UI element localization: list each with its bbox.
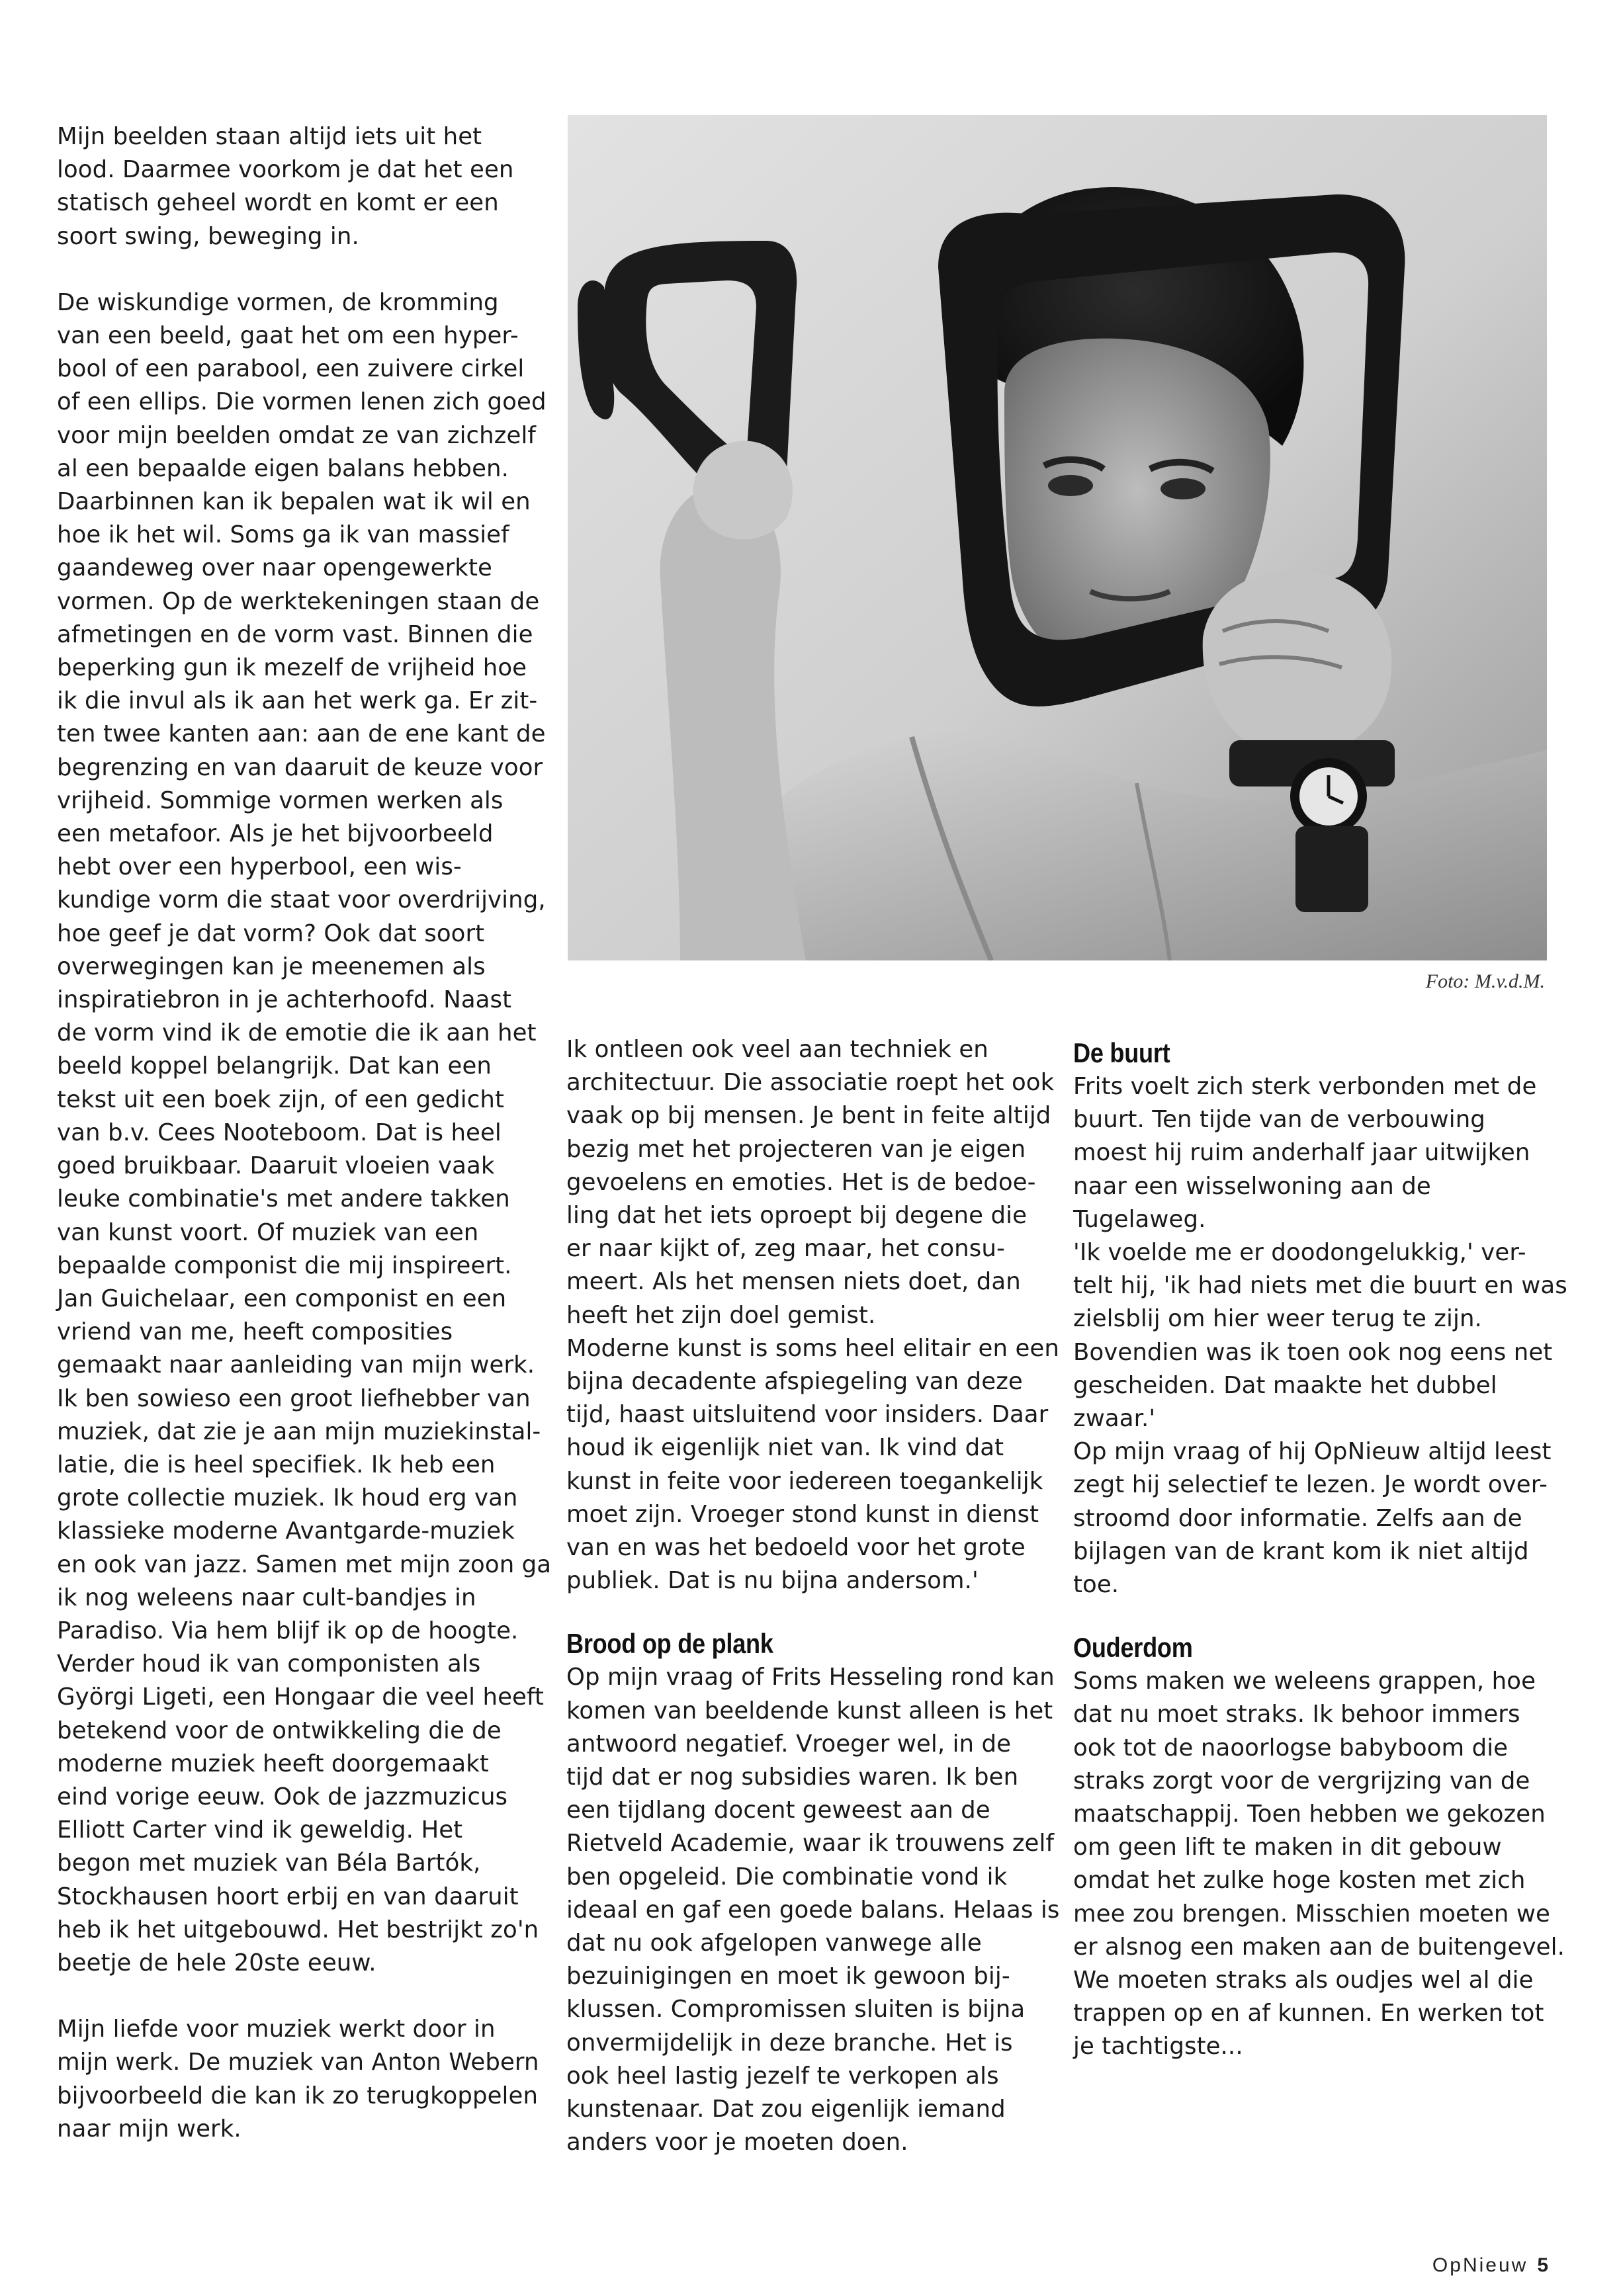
text-line: tekst uit een boek zijn, of een gedicht xyxy=(57,1085,504,1113)
text-line: moderne muziek heeft doorgemaakt xyxy=(57,1750,489,1777)
text-line: eind vorige eeuw. Ook de jazzmuzicus xyxy=(57,1783,508,1810)
text-line: antwoord negatief. Vroeger wel, in de xyxy=(566,1730,1012,1758)
paragraph-intro xyxy=(57,120,551,253)
text-line: meert. Als het mensen niets doet, dan xyxy=(566,1268,1021,1296)
text-line: Moderne kunst is soms heel elitair en een xyxy=(566,1334,1059,1362)
text-line: vaak op bij mensen. Je bent in feite altijd xyxy=(566,1102,1051,1130)
text-line: al een bepaalde eigen balans hebben. xyxy=(57,454,509,482)
text-line: gevoelens en emoties. Het is de bedoe- xyxy=(566,1168,1036,1196)
text-line: maatschappij. Toen hebben we gekozen xyxy=(1073,1801,1546,1828)
text-line: anders voor je moeten doen. xyxy=(566,2129,908,2156)
text-line: Mijn beelden staan altijd iets uit het xyxy=(57,123,482,150)
text-line: tijd, haast uitsluitend voor insiders. Daar xyxy=(566,1401,1049,1429)
text-line: Daarbinnen kan ik bepalen wat ik wil en xyxy=(57,488,531,516)
text-line: Ik ben sowieso een groot liefhebber van xyxy=(57,1384,531,1412)
text-line: naar een wisselwoning aan de xyxy=(1073,1172,1431,1200)
artist-portrait-photo xyxy=(568,115,1547,960)
text-line: Rietveld Academie, waar ik trouwens zelf xyxy=(566,1830,1055,1857)
text-line: trappen op en af kunnen. En werken tot xyxy=(1073,2000,1544,2027)
text-line: zegt hij selectief te lezen. Je wordt over- xyxy=(1073,1471,1548,1499)
text-line: Mijn liefde voor muziek werkt door in xyxy=(57,2016,496,2043)
text-line: publiek. Dat is nu bijna andersom.' xyxy=(566,1567,979,1595)
text-line: bool of een parabool, een zuivere cirkel xyxy=(57,355,525,383)
text-line: klussen. Compromissen sluiten is bijna xyxy=(566,1996,1026,2023)
text-line: van een beeld, gaat het om een hyper- xyxy=(57,322,519,350)
text-line: naar mijn werk. xyxy=(57,2115,241,2143)
text-line: heb ik het uitgebouwd. Het bestrijkt zo'n xyxy=(57,1916,539,1943)
text-line: om geen lift te maken in dit gebouw xyxy=(1073,1834,1502,1861)
text-line: straks zorgt voor de vergrijzing van de xyxy=(1073,1767,1530,1795)
page-footer xyxy=(1432,2254,1548,2277)
text-line: bepaalde componist die mij inspireert. xyxy=(57,1252,512,1279)
text-line: er naar kijkt of, zeg maar, het consu- xyxy=(566,1235,1005,1263)
photo-credit: Foto: M.v.d.M. xyxy=(1425,970,1545,992)
text-line: soort swing, beweging in. xyxy=(57,222,359,250)
text-line: de vorm vind ik de emotie die ik aan het xyxy=(57,1019,537,1047)
text-line: mijn werk. De muziek van Anton Webern xyxy=(57,2049,539,2076)
text-line: kunstenaar. Dat zou eigenlijk iemand xyxy=(566,2096,1006,2123)
text-line: latie, die is heel specifiek. Ik heb een xyxy=(57,1451,496,1478)
paragraph-de-buurt xyxy=(1073,1070,1567,1601)
text-line: hebt over een hyperbool, een wis- xyxy=(57,853,462,881)
text-line: heeft het zijn doel gemist. xyxy=(566,1301,876,1329)
text-line: begrenzing en van daaruit de keuze voor xyxy=(57,753,543,781)
text-line: kundige vorm die staat voor overdrijving, xyxy=(57,886,546,914)
text-line: en ook van jazz. Samen met mijn zoon ga xyxy=(57,1551,552,1578)
text-line: bijlagen van de krant kom ik niet altijd xyxy=(1073,1537,1529,1565)
paragraph-techniek xyxy=(566,1033,1059,1597)
text-line: vriend van me, heeft composities xyxy=(57,1318,453,1346)
text-line: bezuinigingen en moet ik gewoon bij- xyxy=(566,1963,1010,1990)
text-line: van kunst voort. Of muziek van een xyxy=(57,1218,479,1246)
text-line: een tijdlang docent geweest aan de xyxy=(566,1797,990,1824)
text-line: bijvoorbeeld die kan ik zo terugkoppelen xyxy=(57,2082,539,2109)
text-line: begon met muziek van Béla Bartók, xyxy=(57,1850,481,1877)
text-line: of een ellips. Die vormen lenen zich goed xyxy=(57,388,547,416)
text-line: ik die invul als ik aan het werk ga. Er zit- xyxy=(57,687,538,715)
text-line: gemaakt naar aanleiding van mijn werk. xyxy=(57,1351,535,1379)
text-line: Ik ontleen ook veel aan techniek en xyxy=(566,1036,988,1063)
text-line: van b.v. Cees Nooteboom. Dat is heel xyxy=(57,1119,502,1146)
text-line: mee zou brengen. Misschien moeten we xyxy=(1073,1900,1550,1928)
section-heading-brood-op-de-plank: Brood op de plank xyxy=(566,1628,773,1660)
text-line: onvermijdelijk in deze branche. Het is xyxy=(566,2029,1013,2057)
text-line: omdat het zulke hoge kosten met zich xyxy=(1073,1867,1526,1894)
text-line: stroomd door informatie. Zelfs aan de xyxy=(1073,1504,1522,1532)
text-line: Jan Guichelaar, een componist en een xyxy=(57,1285,507,1312)
text-line: Bovendien was ik toen ook nog eens net xyxy=(1073,1338,1553,1366)
text-line: ook heel lastig jezelf te verkopen als xyxy=(566,2062,999,2090)
section-heading-de-buurt: De buurt xyxy=(1073,1037,1170,1068)
text-line: dat nu ook afgelopen vanwege alle xyxy=(566,1930,982,1957)
text-line: toe. xyxy=(1073,1571,1119,1599)
text-line: gaandeweg over naar opengewerkte xyxy=(57,554,492,582)
text-line: telt hij, 'ik had niets met die buurt en was xyxy=(1073,1272,1567,1300)
text-line: overwegingen kan je meenemen als xyxy=(57,953,486,980)
text-line: Op mijn vraag of hij OpNieuw altijd leest xyxy=(1073,1438,1552,1466)
text-line: ideaal en gaf een goede balans. Helaas is xyxy=(566,1896,1060,1924)
column-left xyxy=(57,120,551,2146)
text-line: hoe ik het wil. Soms ga ik van massief xyxy=(57,521,509,549)
paragraph-wiskundige-vormen xyxy=(57,286,551,1980)
text-line: beetje de hele 20ste eeuw. xyxy=(57,1949,376,1977)
text-line: tijd dat er nog subsidies waren. Ik ben xyxy=(566,1764,1019,1791)
text-line: Soms maken we weleens grappen, hoe xyxy=(1073,1668,1536,1695)
text-line: moest hij ruim anderhalf jaar uitwijken xyxy=(1073,1139,1530,1167)
text-line: vormen. Op de werktekeningen staan de xyxy=(57,587,540,615)
text-line: klassieke moderne Avantgarde-muziek xyxy=(57,1517,515,1545)
text-line: van en was het bedoeld voor het grote xyxy=(566,1534,1026,1562)
section-heading-ouderdom: Ouderdom xyxy=(1073,1632,1193,1664)
text-line: ben opgeleid. Die combinatie vond ik xyxy=(566,1863,1008,1891)
text-line: Frits voelt zich sterk verbonden met de xyxy=(1073,1073,1537,1100)
text-line: De wiskundige vormen, de kromming xyxy=(57,288,499,316)
text-line: voor mijn beelden omdat ze van zichzelf xyxy=(57,421,537,449)
column-right xyxy=(1073,1036,1567,2064)
paragraph-muziek xyxy=(57,2013,551,2146)
text-line: inspiratiebron in je achterhoofd. Naast xyxy=(57,986,512,1014)
text-line: bezig met het projecteren van je eigen xyxy=(566,1135,1026,1163)
text-line: ook tot de naoorlogse babyboom die xyxy=(1073,1734,1509,1762)
text-line: kunst in feite voor iedereen toegankelijk xyxy=(566,1467,1043,1495)
text-line: grote collectie muziek. Ik houd erg van xyxy=(57,1484,518,1512)
text-line: goed bruikbaar. Daaruit vloeien vaak xyxy=(57,1152,495,1180)
text-line: dat nu moet straks. Ik behoor immers xyxy=(1073,1701,1520,1728)
text-line: Stockhausen hoort erbij en van daaruit xyxy=(57,1883,519,1910)
text-line: Elliott Carter vind ik geweldig. Het xyxy=(57,1816,463,1844)
text-line: Op mijn vraag of Frits Hesseling rond kan xyxy=(566,1664,1055,1691)
text-line: komen van beeldende kunst alleen is het xyxy=(566,1697,1053,1724)
text-line: houd ik eigenlijk niet van. Ik vind dat xyxy=(566,1434,1004,1462)
magazine-name: OpNieuw xyxy=(1432,2254,1528,2276)
text-line: gescheiden. Dat maakte het dubbel xyxy=(1073,1371,1497,1399)
text-line: er alsnog een maken aan de buitengevel. xyxy=(1073,1933,1565,1961)
text-line: architectuur. Die associatie roept het ook xyxy=(566,1069,1055,1097)
text-line: muziek, dat zie je aan mijn muziekinstal- xyxy=(57,1418,541,1445)
text-line: ik nog weleens naar cult-bandjes in xyxy=(57,1584,476,1611)
text-line: moet zijn. Vroeger stond kunst in dienst xyxy=(566,1500,1039,1528)
text-line: beeld koppel belangrijk. Dat kan een xyxy=(57,1052,492,1080)
page-number: 5 xyxy=(1537,2254,1548,2276)
text-line: beperking gun ik mezelf de vrijheid hoe xyxy=(57,654,527,682)
text-line: Paradiso. Via hem blijf ik op de hoogte. xyxy=(57,1617,519,1644)
text-line: buurt. Ten tijde van de verbouwing xyxy=(1073,1106,1485,1134)
text-line: betekend voor de ontwikkeling die de xyxy=(57,1717,502,1744)
text-line: leuke combinatie's met andere takken xyxy=(57,1185,510,1213)
text-line: statisch geheel wordt en komt er een xyxy=(57,189,499,217)
text-line: Verder houd ik van componisten als xyxy=(57,1650,481,1678)
text-line: zwaar.' xyxy=(1073,1405,1156,1433)
text-line: vrijheid. Sommige vormen werken als xyxy=(57,787,504,814)
text-line: Tugelaweg. xyxy=(1073,1205,1206,1233)
column-middle xyxy=(566,1033,1059,2160)
text-line: ten twee kanten aan: aan de ene kant de xyxy=(57,720,546,748)
paragraph-brood-op-de-plank xyxy=(566,1661,1059,2159)
text-line: afmetingen en de vorm vast. Binnen die xyxy=(57,620,533,648)
text-line: ling dat het iets oproept bij degene die xyxy=(566,1202,1028,1230)
text-line: Györgi Ligeti, een Hongaar die veel heeft xyxy=(57,1683,544,1711)
text-line: 'Ik voelde me er doodongelukkig,' ver- xyxy=(1073,1239,1526,1267)
text-line: je tachtigste... xyxy=(1073,2033,1243,2061)
text-line: lood. Daarmee voorkom je dat het een xyxy=(57,156,514,184)
text-line: We moeten straks als oudjes wel al die xyxy=(1073,1967,1534,1994)
text-line: zielsblij om hier weer terug te zijn. xyxy=(1073,1305,1482,1333)
text-line: bijna decadente afspiegeling van deze xyxy=(566,1368,1023,1396)
text-line: hoe geef je dat vorm? Ook dat soort xyxy=(57,919,485,947)
text-line: een metafoor. Als je het bijvoorbeeld xyxy=(57,820,494,848)
paragraph-ouderdom xyxy=(1073,1665,1567,2063)
